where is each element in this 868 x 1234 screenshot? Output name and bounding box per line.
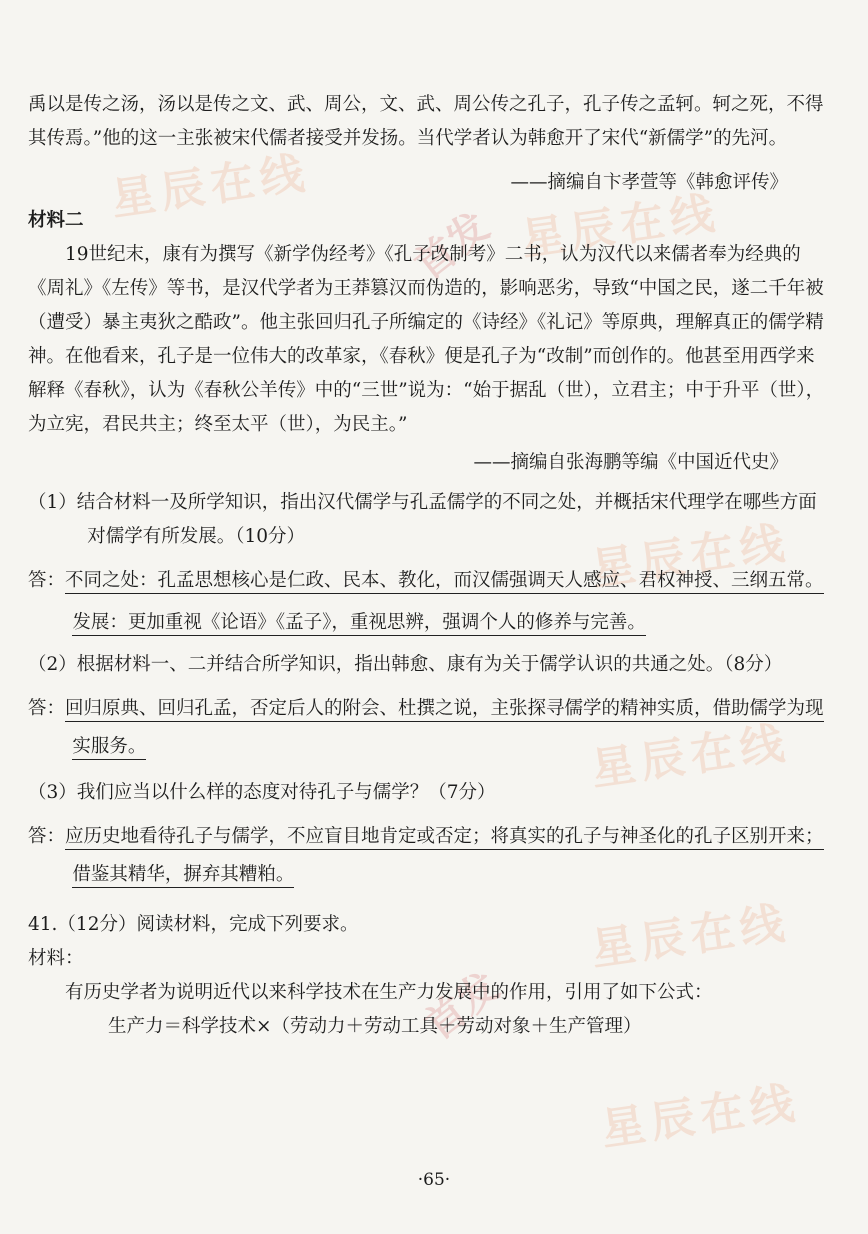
- answer-1-text: 不同之处：孔孟思想核心是仁政、民本、教化，而汉儒强调天人感应、君权神授、三纲五常。: [65, 570, 824, 594]
- material2-heading: 材料二: [28, 210, 84, 231]
- watermark-brand: 星辰在线: [588, 717, 794, 796]
- answer-1-part2: [28, 604, 828, 642]
- answer-1: [28, 562, 828, 600]
- watermark-brand: 星辰在线: [108, 147, 314, 226]
- question-41-title: 41.（12分）阅读材料，完成下列要求。: [28, 914, 359, 935]
- question-3: （3）我们应当以什么样的态度对待孔子与儒学？（7分）: [28, 782, 496, 803]
- material2-text: 19世纪末，康有为撰写《新学伪经考》《孔子改制考》二书，认为汉代以来儒者奉为经典的《周礼》《左传》等书，是汉代学者为王莽篡汉而伪造的，影响恶劣，导致“中国之民，遂二千年被（遭受）暴主夷狄之酷政”。他主张回归孔子所编定的《诗经》《礼记》等原典，理解真正的儒学精神。在他看来，孔子是一位伟大的改革家，《春秋》便是孔子为“改制”而创作的。他甚至用西学来解释《春秋》，认为《春秋公羊传》中的“三世”说为：“始于据乱（世），立君主；中于升平（世），为立宪，君民共主；终至太平（世），为民主。”: [28, 244, 825, 435]
- answer-label: 答：: [28, 826, 66, 847]
- question-1: （1）结合材料一及所学知识，指出汉代儒学与孔孟儒学的不同之处，并概括宋代理学在哪些方面对儒学有所发展。（10分）: [28, 492, 817, 547]
- watermark-brand: 星辰在线: [588, 897, 794, 976]
- question-2: （2）根据材料一、二并结合所学知识，指出韩愈、康有为关于儒学认识的共通之处。（8分）: [28, 654, 783, 675]
- page-number: ·65·: [417, 1170, 451, 1190]
- watermark-first: 首发: [416, 963, 508, 1050]
- watermark-brand: 星辰在线: [588, 517, 794, 596]
- document-body: [28, 88, 828, 1044]
- watermark-first: 首发: [406, 203, 498, 290]
- watermark-brand: 星辰在线: [598, 1077, 804, 1156]
- material1-tail-text: 禹以是传之汤，汤以是传之文、武、周公，文、武、周公传之孔子，孔子传之孟轲。轲之死，不得其传焉。”他的这一主张被宋代儒者接受并发扬。当代学者认为韩愈开了宋代“新儒学”的先河。: [28, 94, 824, 149]
- material2-source: ——摘编自张海鹏等编《中国近代史》: [473, 452, 788, 473]
- answer-label: 答：: [28, 698, 66, 719]
- answer-2: [28, 690, 828, 766]
- question-41-formula: 生产力＝科学技术×（劳动力＋劳动工具＋劳动对象＋生产管理）: [108, 1016, 642, 1037]
- answer-1-part2-text: 发展：更加重视《论语》《孟子》，重视思辨，强调个人的修养与完善。: [72, 612, 646, 636]
- question-41-material-heading: 材料：: [28, 948, 84, 969]
- answer-2-text: 回归原典、回归孔孟，否定后人的附会、杜撰之说，主张探寻儒学的精神实质，借助儒学为现实服务。: [65, 698, 824, 760]
- answer-3-text: 应历史地看待孔子与儒学，不应盲目地肯定或否定；将真实的孔子与神圣化的孔子区别开来；借鉴其精华，摒弃其糟粕。: [65, 826, 824, 888]
- material1-source: ——摘编自卞孝萱等《韩愈评传》: [510, 172, 788, 193]
- watermark-brand: 星辰在线: [518, 187, 724, 266]
- answer-label: 答：: [28, 570, 66, 591]
- question-41-material-text: 有历史学者为说明近代以来科学技术在生产力发展中的作用，引用了如下公式：: [65, 982, 713, 1003]
- answer-3: [28, 818, 828, 894]
